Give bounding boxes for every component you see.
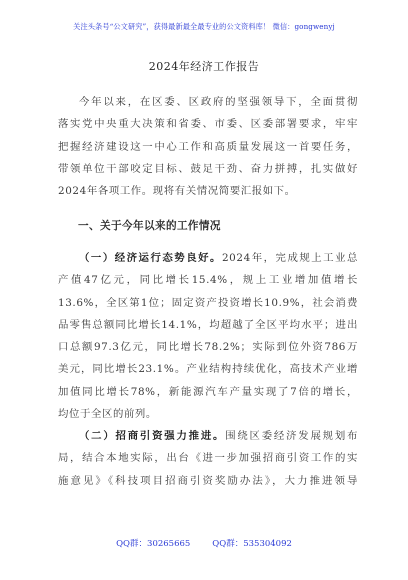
subsection-2-text: 围绕区委经济发展规划布 — [225, 430, 358, 442]
intro-line: 2024年各项工作。现将有关情况简要汇报如下。 — [58, 185, 296, 198]
footer — [0, 537, 408, 549]
body-line: 加值同比增长78%，新能源汽车产量实现了7倍的增长， — [58, 385, 358, 398]
subsection-1-paragraph — [58, 247, 358, 425]
subsection-2-first-line — [58, 425, 358, 447]
subsection-1-heading: （一）经济运行态势良好。 — [79, 252, 222, 264]
intro-line: 带领单位干部咬定目标、鼓足干劲、奋力拼搏，扎实做好 — [58, 162, 358, 175]
intro-line: 把握经济建设这一中心工作和高质量发展这一首要任务， — [58, 140, 358, 153]
body-line: 13.6%，全区第1位；固定资产投资增长10.9%，社会消费 — [58, 296, 358, 309]
body-line: 美元，同比增长23.1%。产业结构持续优化，高技术产业增 — [58, 363, 358, 376]
section-heading: 一、关于今年以来的工作情况 — [78, 220, 221, 232]
header-banner: 关注头条号“公文研究”，获得最新最全最专业的公文资料库！ 微信：gongwenyj — [73, 22, 335, 31]
subsection-2-paragraph — [58, 425, 358, 492]
body-line: 均位于全区的前列。 — [58, 408, 157, 421]
footer-qq-group-2: QQ群：535304092 — [212, 539, 292, 549]
intro-paragraph — [58, 91, 358, 202]
subsection-1-text: 2024年，完成规上工业总 — [221, 252, 359, 264]
subsection-1-first-line — [58, 247, 358, 269]
body-line: 品零售总额同比增长14.1%，均超越了全区平均水平；进出 — [58, 318, 358, 331]
footer-qq-group-1: QQ群：30265665 — [116, 539, 191, 549]
page-title: 2024年经济工作报告 — [148, 60, 260, 73]
body-line: 施意见》《科技项目招商引资奖励办法》，大力推进领导 — [58, 474, 358, 487]
body-line: 口总额97.3亿元，同比增长78.2%；实际到位外资786万 — [58, 341, 358, 354]
body-line: 产值47亿元，同比增长15.4%，规上工业增加值增长 — [58, 274, 358, 287]
subsection-2-heading: （二）招商引资强力推进。 — [79, 430, 226, 442]
intro-line: 落实党中央重大决策和省委、市委、区委部署要求，牢牢 — [58, 118, 358, 131]
intro-line: 今年以来，在区委、区政府的坚强领导下，全面贯彻 — [79, 96, 358, 108]
body-line: 局，结合本地实际，出台《进一步加强招商引资工作的实 — [58, 452, 358, 465]
